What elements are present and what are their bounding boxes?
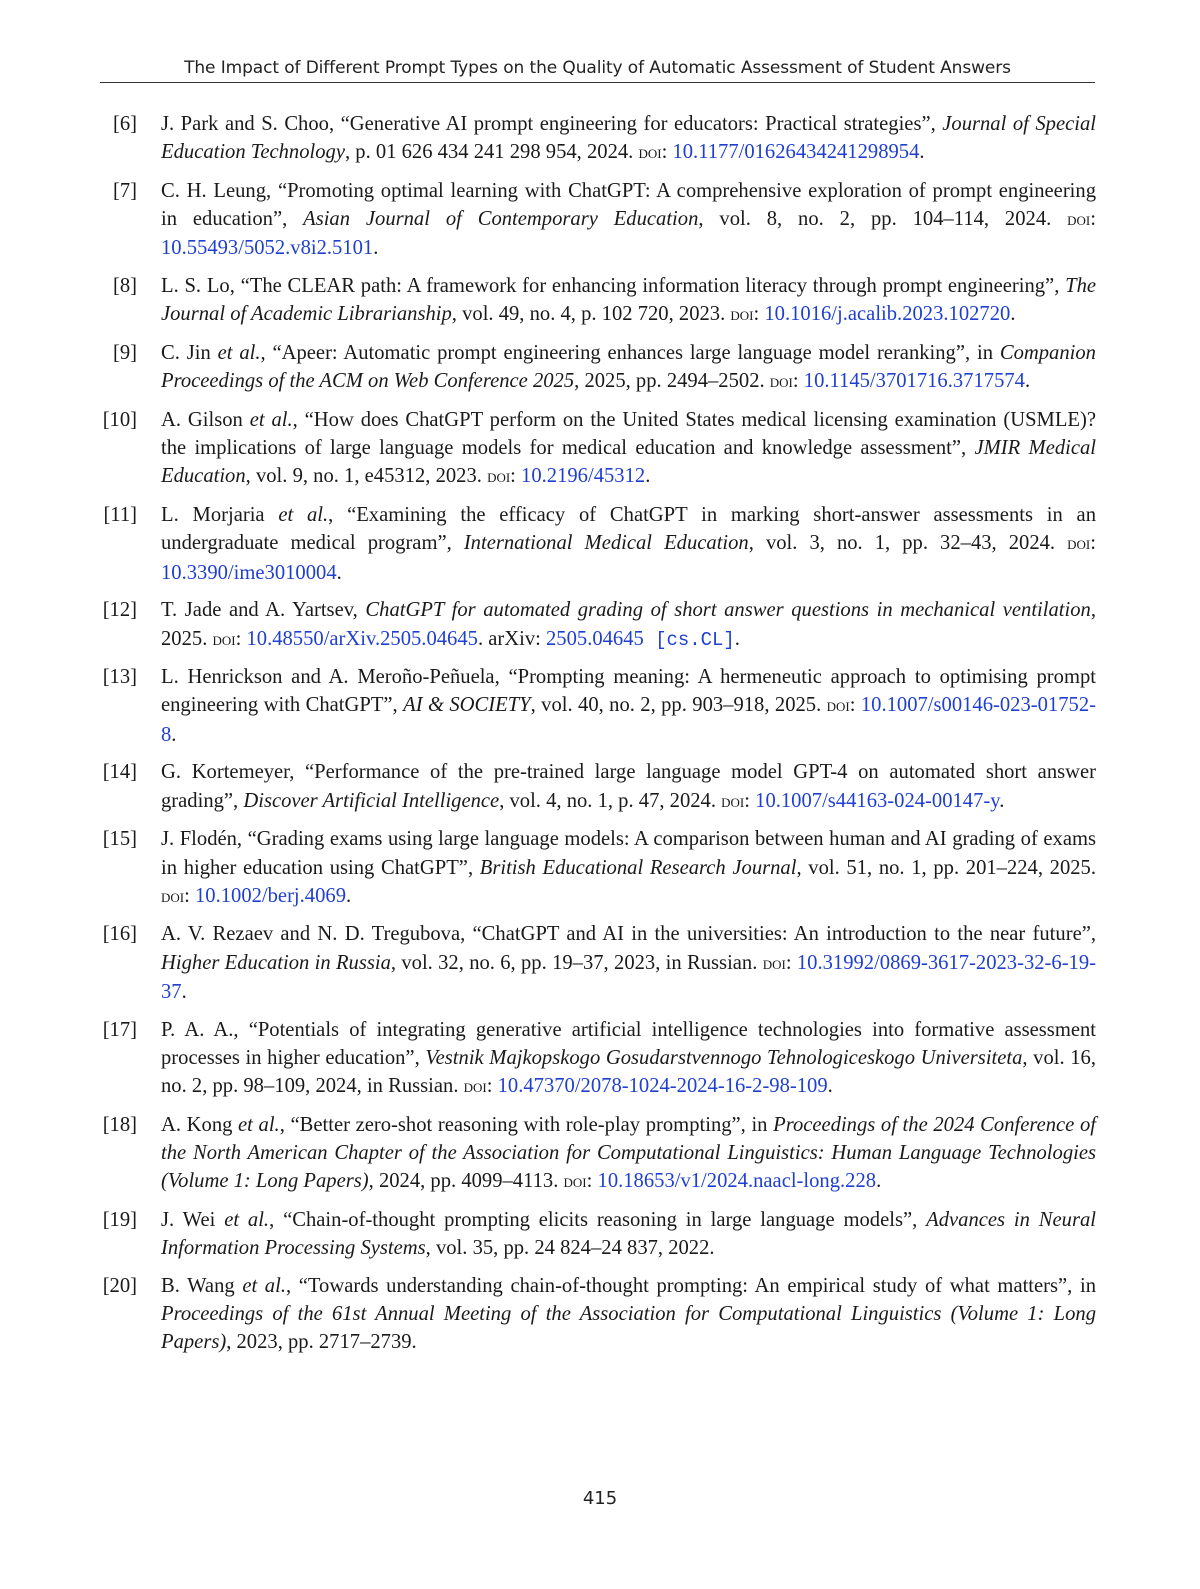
- reference-number: [19]: [102, 1208, 137, 1231]
- doi-label: doi: [487, 466, 511, 488]
- doi-link[interactable]: 10.2196/45312: [521, 465, 646, 488]
- reference-number: [9]: [112, 341, 137, 364]
- reference-details: , vol. 4, no. 1, p. 47, 2024.: [499, 789, 722, 812]
- page-number: 415: [582, 1488, 618, 1509]
- reference-authors: B. Wang: [161, 1274, 243, 1297]
- reference-etal: et al.: [217, 341, 261, 364]
- reference-number: [6]: [112, 113, 137, 135]
- reference-title: , “Chain-of-thought prompting elicits reasoning in large language models”,: [269, 1208, 927, 1231]
- reference-authors: C. H. Leung,: [161, 179, 278, 202]
- reference-item: [100, 1206, 1096, 1263]
- reference-number: [12]: [102, 599, 137, 622]
- reference-venue: Companion Proceedings of the ACM on Web Conference 2025: [161, 341, 1096, 393]
- reference-number: [14]: [102, 761, 137, 784]
- reference-item: [16] A. V. Rezaev and N. D. Tregubova, “ChatGPT and AI in the universities: An introduction to the near future”, Higher Education in Russia, vol. 32, no. 6, pp. 19–37, 2023, in Russian. doi: 10.31992/0869-3617-2023-32-6-19-37.: [100, 920, 1096, 1006]
- doi-label: doi: [730, 304, 754, 326]
- reference-list: [100, 110, 1096, 1366]
- reference-details: , 2023, pp. 2717–2739.: [226, 1331, 417, 1354]
- reference-details: , vol. 3, no. 1, pp. 32–43, 2024.: [748, 532, 1068, 555]
- reference-venue: Discover Artificial Intelligence: [243, 789, 500, 812]
- reference-authors: A. V. Rezaev and N. D. Tregubova,: [161, 923, 473, 946]
- doi-link[interactable]: 10.31992/0869-3617-2023-32-6-19-37: [161, 951, 1097, 1003]
- reference-etal: et al.: [242, 1274, 286, 1297]
- reference-title: “The CLEAR path: A framework for enhancing information literacy through prompt engineering”,: [240, 275, 1066, 298]
- reference-etal: et al.: [224, 1208, 270, 1231]
- reference-item: [6] J. Park and S. Choo, “Generative AI prompt engineering for educators: Practical strategies”, Journal of Special Education Technology, p. 01 626 434 241 298 954, 2024. doi: 10.1177/01626434241298954.: [100, 110, 1096, 168]
- reference-etal: et al.: [278, 504, 329, 527]
- reference-title: , “Examining the efficacy of ChatGPT in marking short-answer assessments in an undergraduate medical program”,: [161, 504, 1096, 555]
- reference-title: , “Apeer: Automatic prompt engineering enhances large language model reranking”, in: [260, 341, 1000, 364]
- doi-link[interactable]: 10.1177/01626434241298954: [672, 141, 920, 164]
- running-header: The Impact of Different Prompt Types on the Quality of Automatic Assessment of Student Answers: [100, 58, 1095, 83]
- reference-title: “Potentials of integrating generative artificial intelligence technologies into formative assessment processes in higher education”,: [161, 1018, 1096, 1069]
- doi-label: doi: [161, 885, 185, 907]
- reference-details: , 2024, pp. 4099–4113.: [368, 1170, 564, 1193]
- reference-title: , “How does ChatGPT perform on the United States medical licensing examination (USMLE)? the implications of large language models for medical education and knowledge assessment”,: [161, 408, 1096, 460]
- reference-venue: AI & SOCIETY: [403, 694, 531, 717]
- doi-label: doi: [463, 1076, 487, 1098]
- reference-number: [13]: [102, 666, 137, 689]
- reference-venue: British Educational Research Journal: [479, 856, 797, 879]
- reference-number: [18]: [102, 1113, 137, 1136]
- reference-authors: P. A. A.,: [161, 1018, 249, 1041]
- reference-item: [11] L. Morjaria et al., “Examining the efficacy of ChatGPT in marking short-answer assessments in an undergraduate medical program”, International Medical Education, vol. 3, no. 1, pp. 32–43, 2024. doi: 10.3390/ime3010004.: [100, 501, 1096, 587]
- doi-link[interactable]: 10.3390/ime3010004: [161, 561, 337, 584]
- reference-item: [7] C. H. Leung, “Promoting optimal learning with ChatGPT: A comprehensive exploration of prompt engineering in education”, Asian Journal of Contemporary Education, vol. 8, no. 2, pp. 104–114, 2024. doi: 10.55493/5052.v8i2.5101.: [100, 177, 1096, 263]
- reference-venue: JMIR Medical Education: [161, 437, 1097, 488]
- reference-venue: Journal of Special Education Technology: [161, 113, 1096, 164]
- reference-title: “Prompting meaning: A hermeneutic approach to optimising prompt engineering with ChatGPT”,: [161, 666, 1096, 717]
- reference-authors: L. Henrickson and A. Meroño-Peñuela,: [161, 666, 509, 689]
- reference-item: [9] C. Jin et al., “Apeer: Automatic prompt engineering enhances large language model reranking”, in Companion Proceedings of the ACM on Web Conference 2025, 2025, pp. 2494–2502. doi: 10.1145/3701716.3717574.: [100, 339, 1096, 397]
- arxiv-class[interactable]: [cs.CL]: [643, 628, 735, 651]
- reference-title: “Promoting optimal learning with ChatGPT: A comprehensive exploration of prompt engineering in education”,: [161, 179, 1096, 231]
- reference-title: “Grading exams using large language models: A comparison between human and AI grading of exams in higher education using ChatGPT”,: [161, 828, 1096, 879]
- reference-details: , vol. 9, no. 1, e45312, 2023.: [245, 465, 488, 488]
- doi-label: doi: [721, 790, 745, 812]
- reference-authors: A. Gilson: [161, 408, 250, 431]
- doi-link[interactable]: 10.55493/5052.v8i2.5101: [161, 237, 374, 260]
- reference-details: , vol. 51, no. 1, pp. 201–224, 2025.: [796, 856, 1097, 879]
- reference-number: [7]: [112, 179, 137, 202]
- reference-venue: The Journal of Academic Librarianship: [161, 275, 1096, 326]
- reference-authors: J. Park and S. Choo,: [161, 113, 341, 135]
- reference-item: [12] T. Jade and A. Yartsev, ChatGPT for automated grading of short answer questions in mechanical ventilation, 2025. doi: 10.48550/arXiv.2505.04645. arXiv: 2505.04645 [cs.CL].: [100, 596, 1096, 654]
- reference-title: “ChatGPT and AI in the universities: An introduction to the near future”,: [472, 923, 1096, 946]
- reference-authors: G. Kortemeyer,: [161, 761, 306, 784]
- reference-number: [15]: [102, 828, 137, 851]
- reference-authors: A. Kong: [161, 1113, 239, 1136]
- reference-item: [14] G. Kortemeyer, “Performance of the pre-trained large language model GPT-4 on automated short answer grading”, Discover Artificial Intelligence, vol. 4, no. 1, p. 47, 2024. doi: 10.1007/s44163-024-00147-y.: [100, 758, 1096, 816]
- doi-link[interactable]: 10.47370/2078-1024-2024-16-2-98-109: [497, 1075, 828, 1098]
- reference-title: , “Towards understanding chain-of-thought prompting: An empirical study of what matters”, in: [285, 1274, 1096, 1297]
- reference-authors: T. Jade and A. Yartsev,: [161, 599, 366, 622]
- reference-details: , vol. 40, no. 2, pp. 903–918, 2025.: [530, 694, 827, 717]
- reference-number: [20]: [102, 1274, 137, 1297]
- reference-venue: Asian Journal of Contemporary Education: [303, 208, 699, 231]
- reference-item: [100, 1272, 1096, 1357]
- doi-link[interactable]: 10.48550/arXiv.2505.04645: [246, 627, 478, 650]
- reference-details: , vol. 8, no. 2, pp. 104–114, 2024.: [698, 208, 1068, 231]
- reference-item: [8] L. S. Lo, “The CLEAR path: A framework for enhancing information literacy through prompt engineering”, The Journal of Academic Librarianship, vol. 49, no. 4, p. 102 720, 2023. doi: 10.1016/j.acalib.2023.102720.: [100, 272, 1096, 330]
- reference-number: [16]: [102, 923, 137, 946]
- reference-item: [13] L. Henrickson and A. Meroño-Peñuela, “Prompting meaning: A hermeneutic approach to optimising prompt engineering with ChatGPT”, AI & SOCIETY, vol. 40, no. 2, pp. 903–918, 2025. doi: 10.1007/s00146-023-01752-8.: [100, 663, 1096, 749]
- reference-authors: L. Morjaria: [161, 504, 279, 527]
- reference-title: “Performance of the pre-trained large language model GPT-4 on automated short answer grading”,: [161, 761, 1096, 812]
- doi-label: doi: [769, 371, 793, 393]
- reference-details: , vol. 16, no. 2, pp. 98–109, 2024, in Russian.: [161, 1046, 1096, 1098]
- reference-details: , 2025, pp. 2494–2502.: [574, 370, 770, 393]
- reference-details: , 2025.: [161, 599, 1096, 650]
- reference-number: [11]: [103, 504, 137, 527]
- doi-label: doi: [762, 952, 786, 974]
- reference-venue: International Medical Education: [463, 532, 749, 555]
- doi-link[interactable]: 10.1016/j.acalib.2023.102720: [764, 303, 1011, 326]
- doi-link[interactable]: 10.1007/s00146-023-01752-8: [161, 694, 1096, 746]
- doi-label: doi: [563, 1171, 587, 1193]
- reference-authors: C. Jin: [161, 341, 218, 364]
- reference-authors: J. Flodén,: [161, 828, 248, 851]
- doi-link[interactable]: 10.18653/v1/2024.naacl-long.228: [597, 1170, 877, 1193]
- doi-link[interactable]: 10.1007/s44163-024-00147-y: [755, 789, 1000, 812]
- reference-item: [10] A. Gilson et al., “How does ChatGPT perform on the United States medical licensing examination (USMLE)? the implications of large language models for medical education and knowledge assessment”, JMIR Medical Education, vol. 9, no. 1, e45312, 2023. doi: 10.2196/45312.: [100, 406, 1096, 492]
- reference-venue: Proceedings of the 61st Annual Meeting of the Association for Computational Linguistics (Volume 1: Long Papers): [161, 1303, 1096, 1354]
- reference-number: [10]: [102, 408, 137, 431]
- doi-link[interactable]: 10.1002/berj.4069: [194, 884, 346, 907]
- reference-details: , vol. 32, no. 6, pp. 19–37, 2023, in Russian.: [390, 951, 763, 974]
- doi-label: doi: [212, 628, 236, 650]
- reference-item: [18] A. Kong et al., “Better zero-shot reasoning with role-play prompting”, in Proceedings of the 2024 Conference of the North American Chapter of the Association for Computational Linguistics: Human Language Technologies (Volume 1: Long Papers), 2024, pp. 4099–4113. doi: 10.18653/v1/2024.naacl-long.228.: [100, 1111, 1096, 1197]
- reference-venue: Vestnik Majkopskogo Gosudarstvennogo Tehnologiceskogo Universiteta: [425, 1046, 1023, 1069]
- reference-authors: L. S. Lo,: [161, 275, 241, 298]
- arxiv-link[interactable]: 2505.04645: [546, 627, 644, 650]
- reference-details: , vol. 35, pp. 24 824–24 837, 2022.: [425, 1237, 715, 1260]
- reference-etal: et al.: [238, 1113, 280, 1136]
- reference-venue: ChatGPT for automated grading of short answer questions in mechanical ventilation: [365, 599, 1091, 622]
- reference-venue: Proceedings of the 2024 Conference of the North American Chapter of the Association for Computational Linguistics: Human Language Technologies (Volume 1: Long Papers): [161, 1113, 1096, 1193]
- reference-details: , vol. 49, no. 4, p. 102 720, 2023.: [451, 303, 731, 326]
- doi-label: doi: [1067, 209, 1091, 231]
- doi-link[interactable]: 10.1145/3701716.3717574: [803, 370, 1025, 393]
- reference-venue: Advances in Neural Information Processing Systems: [161, 1208, 1097, 1260]
- arxiv-prefix: . arXiv:: [477, 627, 546, 650]
- reference-item: [15] J. Flodén, “Grading exams using large language models: A comparison between human and AI grading of exams in higher education using ChatGPT”, British Educational Research Journal, vol. 51, no. 1, pp. 201–224, 2025. doi: 10.1002/berj.4069.: [100, 825, 1096, 911]
- reference-title: “Generative AI prompt engineering for educators: Practical strategies”,: [340, 113, 943, 135]
- reference-details: , p. 01 626 434 241 298 954, 2024.: [345, 141, 639, 164]
- reference-item: [17] P. A. A., “Potentials of integrating generative artificial intelligence technologies into formative assessment processes in higher education”, Vestnik Majkopskogo Gosudarstvennogo Tehnologiceskogo Universiteta, vol. 16, no. 2, pp. 98–109, 2024, in Russian. doi: 10.47370/2078-1024-2024-16-2-98-109.: [100, 1016, 1096, 1102]
- reference-number: [17]: [102, 1018, 137, 1041]
- doi-label: doi: [826, 695, 850, 717]
- doi-label: doi: [1067, 533, 1091, 555]
- reference-etal: et al.: [249, 408, 293, 431]
- reference-authors: J. Wei: [161, 1208, 225, 1231]
- reference-venue: Higher Education in Russia: [161, 951, 391, 974]
- doi-label: doi: [638, 142, 662, 164]
- reference-number: [8]: [112, 275, 137, 298]
- reference-title: , “Better zero-shot reasoning with role-play prompting”, in: [279, 1113, 774, 1136]
